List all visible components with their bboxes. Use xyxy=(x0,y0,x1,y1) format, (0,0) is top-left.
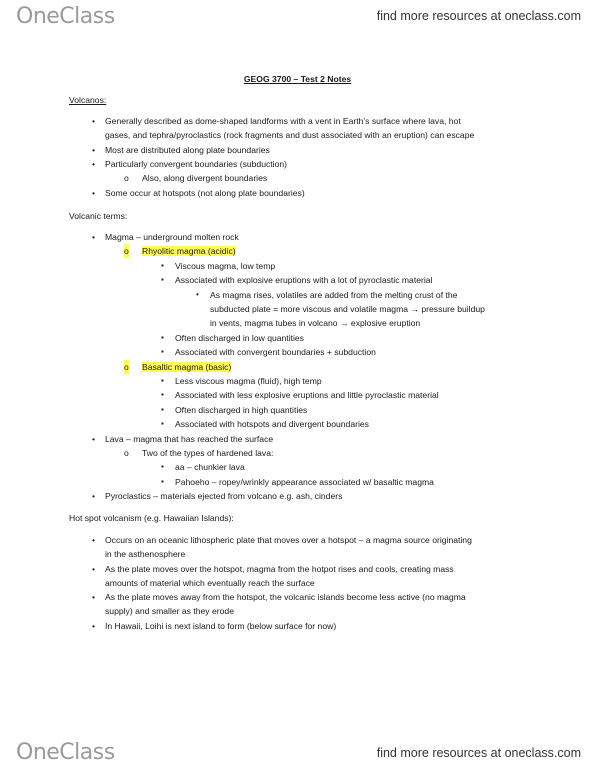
circle-mark: o xyxy=(124,244,129,258)
list-item-highlighted xyxy=(142,244,522,258)
list-item: Associated with less explosive eruptions and little pyroclastic material xyxy=(175,390,439,400)
resources-link[interactable]: find more resources at oneclass.com xyxy=(376,746,581,760)
square-mark: ▪ xyxy=(161,390,164,399)
list-item-cont: supply) and smaller as they erode xyxy=(105,606,234,616)
square-mark: ▪ xyxy=(161,333,164,342)
bullet-mark: • xyxy=(92,232,96,242)
bullet-mark: • xyxy=(92,535,96,545)
square-mark: ▪ xyxy=(161,261,164,270)
bullet-mark: • xyxy=(92,491,96,501)
section-heading-hot-spot: Hot spot volcanism (e.g. Hawaiian Islands): xyxy=(69,513,234,523)
list-item-cont: in vents, magma tubes in volcano → explosive eruption xyxy=(210,318,421,328)
bullet-mark: • xyxy=(196,290,199,299)
list-item: Occurs on an oceanic lithospheric plate that moves over a hotspot – a magma source originating xyxy=(105,535,472,545)
list-item: In Hawaii, Loihi is next island to form (below surface for now) xyxy=(105,621,337,631)
square-mark: ▪ xyxy=(161,462,164,471)
circle-mark: o xyxy=(124,360,129,374)
list-item: Associated with convergent boundaries + subduction xyxy=(175,347,376,357)
circle-mark: o xyxy=(124,173,129,183)
list-item-cont: subducted plate = more viscous and volatile magma → pressure buildup xyxy=(210,304,485,314)
oneclass-logo[interactable]: OneClass xyxy=(16,4,115,29)
list-item: Magma – underground molten rock xyxy=(105,232,239,242)
square-mark: ▪ xyxy=(161,419,164,428)
list-item: Viscous magma, low temp xyxy=(175,261,276,271)
bullet-mark: • xyxy=(92,145,96,155)
highlight-basaltic: Basaltic magma (basic) xyxy=(142,362,232,372)
bullet-mark: • xyxy=(92,621,96,631)
list-item: Pyroclastics – materials ejected from volcano e.g. ash, cinders xyxy=(105,491,343,501)
list-item: Two of the types of hardened lava: xyxy=(142,448,274,458)
list-item: Also, along divergent boundaries xyxy=(142,173,268,183)
list-item: Particularly convergent boundaries (subduction) xyxy=(105,159,288,169)
section-heading-volcanic-terms: Volcanic terms: xyxy=(69,211,128,221)
list-item: Lava – magma that has reached the surface xyxy=(105,434,274,444)
bullet-mark: • xyxy=(92,188,96,198)
list-item: Most are distributed along plate boundaries xyxy=(105,145,270,155)
square-mark: ▪ xyxy=(161,376,164,385)
square-mark: ▪ xyxy=(161,477,164,486)
section-heading-volcanos: Volcanos: xyxy=(69,95,107,105)
list-item-cont: in the asthenosphere xyxy=(105,549,186,559)
square-mark: ▪ xyxy=(161,347,164,356)
list-item-cont: amounts of material which eventually reach the surface xyxy=(105,578,315,588)
page-footer xyxy=(0,738,595,770)
oneclass-logo[interactable]: OneClass xyxy=(16,740,115,765)
list-item: Some occur at hotspots (not along plate boundaries) xyxy=(105,188,305,198)
resources-link[interactable]: find more resources at oneclass.com xyxy=(376,9,581,23)
list-item: Less viscous magma (fluid), high temp xyxy=(175,376,322,386)
highlight-rhyolitic: Rhyolitic magma (acidic) xyxy=(142,246,236,256)
page-header xyxy=(0,0,595,30)
square-mark: ▪ xyxy=(161,275,164,284)
page-title: GEOG 3700 – Test 2 Notes xyxy=(243,74,352,84)
square-mark: ▪ xyxy=(161,405,164,414)
list-item: As magma rises, volatiles are added from the melting crust of the xyxy=(210,290,458,300)
list-item: Often discharged in high quantities xyxy=(175,405,308,415)
bullet-mark: • xyxy=(92,592,96,602)
list-item: Associated with explosive eruptions with a lot of pyroclastic material xyxy=(175,275,433,285)
list-item: As the plate moves away from the hotspot, the volcanic islands become less active (no magma xyxy=(105,592,466,602)
circle-mark: o xyxy=(124,448,129,458)
list-item-cont: gases, and tephra/pyroclastics (rock fragments and dust associated with an eruption) can escape xyxy=(105,130,475,140)
list-item: Often discharged in low quantities xyxy=(175,333,304,343)
list-item: As the plate moves over the hotspot, magma from the hotpot rises and cools, creating mass xyxy=(105,564,454,574)
list-item: Generally described as dome-shaped landforms with a vent in Earth’s surface where lava, hot xyxy=(105,116,461,126)
bullet-mark: • xyxy=(92,159,96,169)
list-item-highlighted xyxy=(142,360,522,374)
list-item: aa – chunkier lava xyxy=(175,462,245,472)
bullet-mark: • xyxy=(92,564,96,574)
list-item: Associated with hotspots and divergent boundaries xyxy=(175,419,369,429)
bullet-mark: • xyxy=(92,434,96,444)
bullet-mark: • xyxy=(92,116,96,126)
list-item: Pahoeho – ropey/wrinkly appearance associated w/ basaltic magma xyxy=(175,477,434,487)
